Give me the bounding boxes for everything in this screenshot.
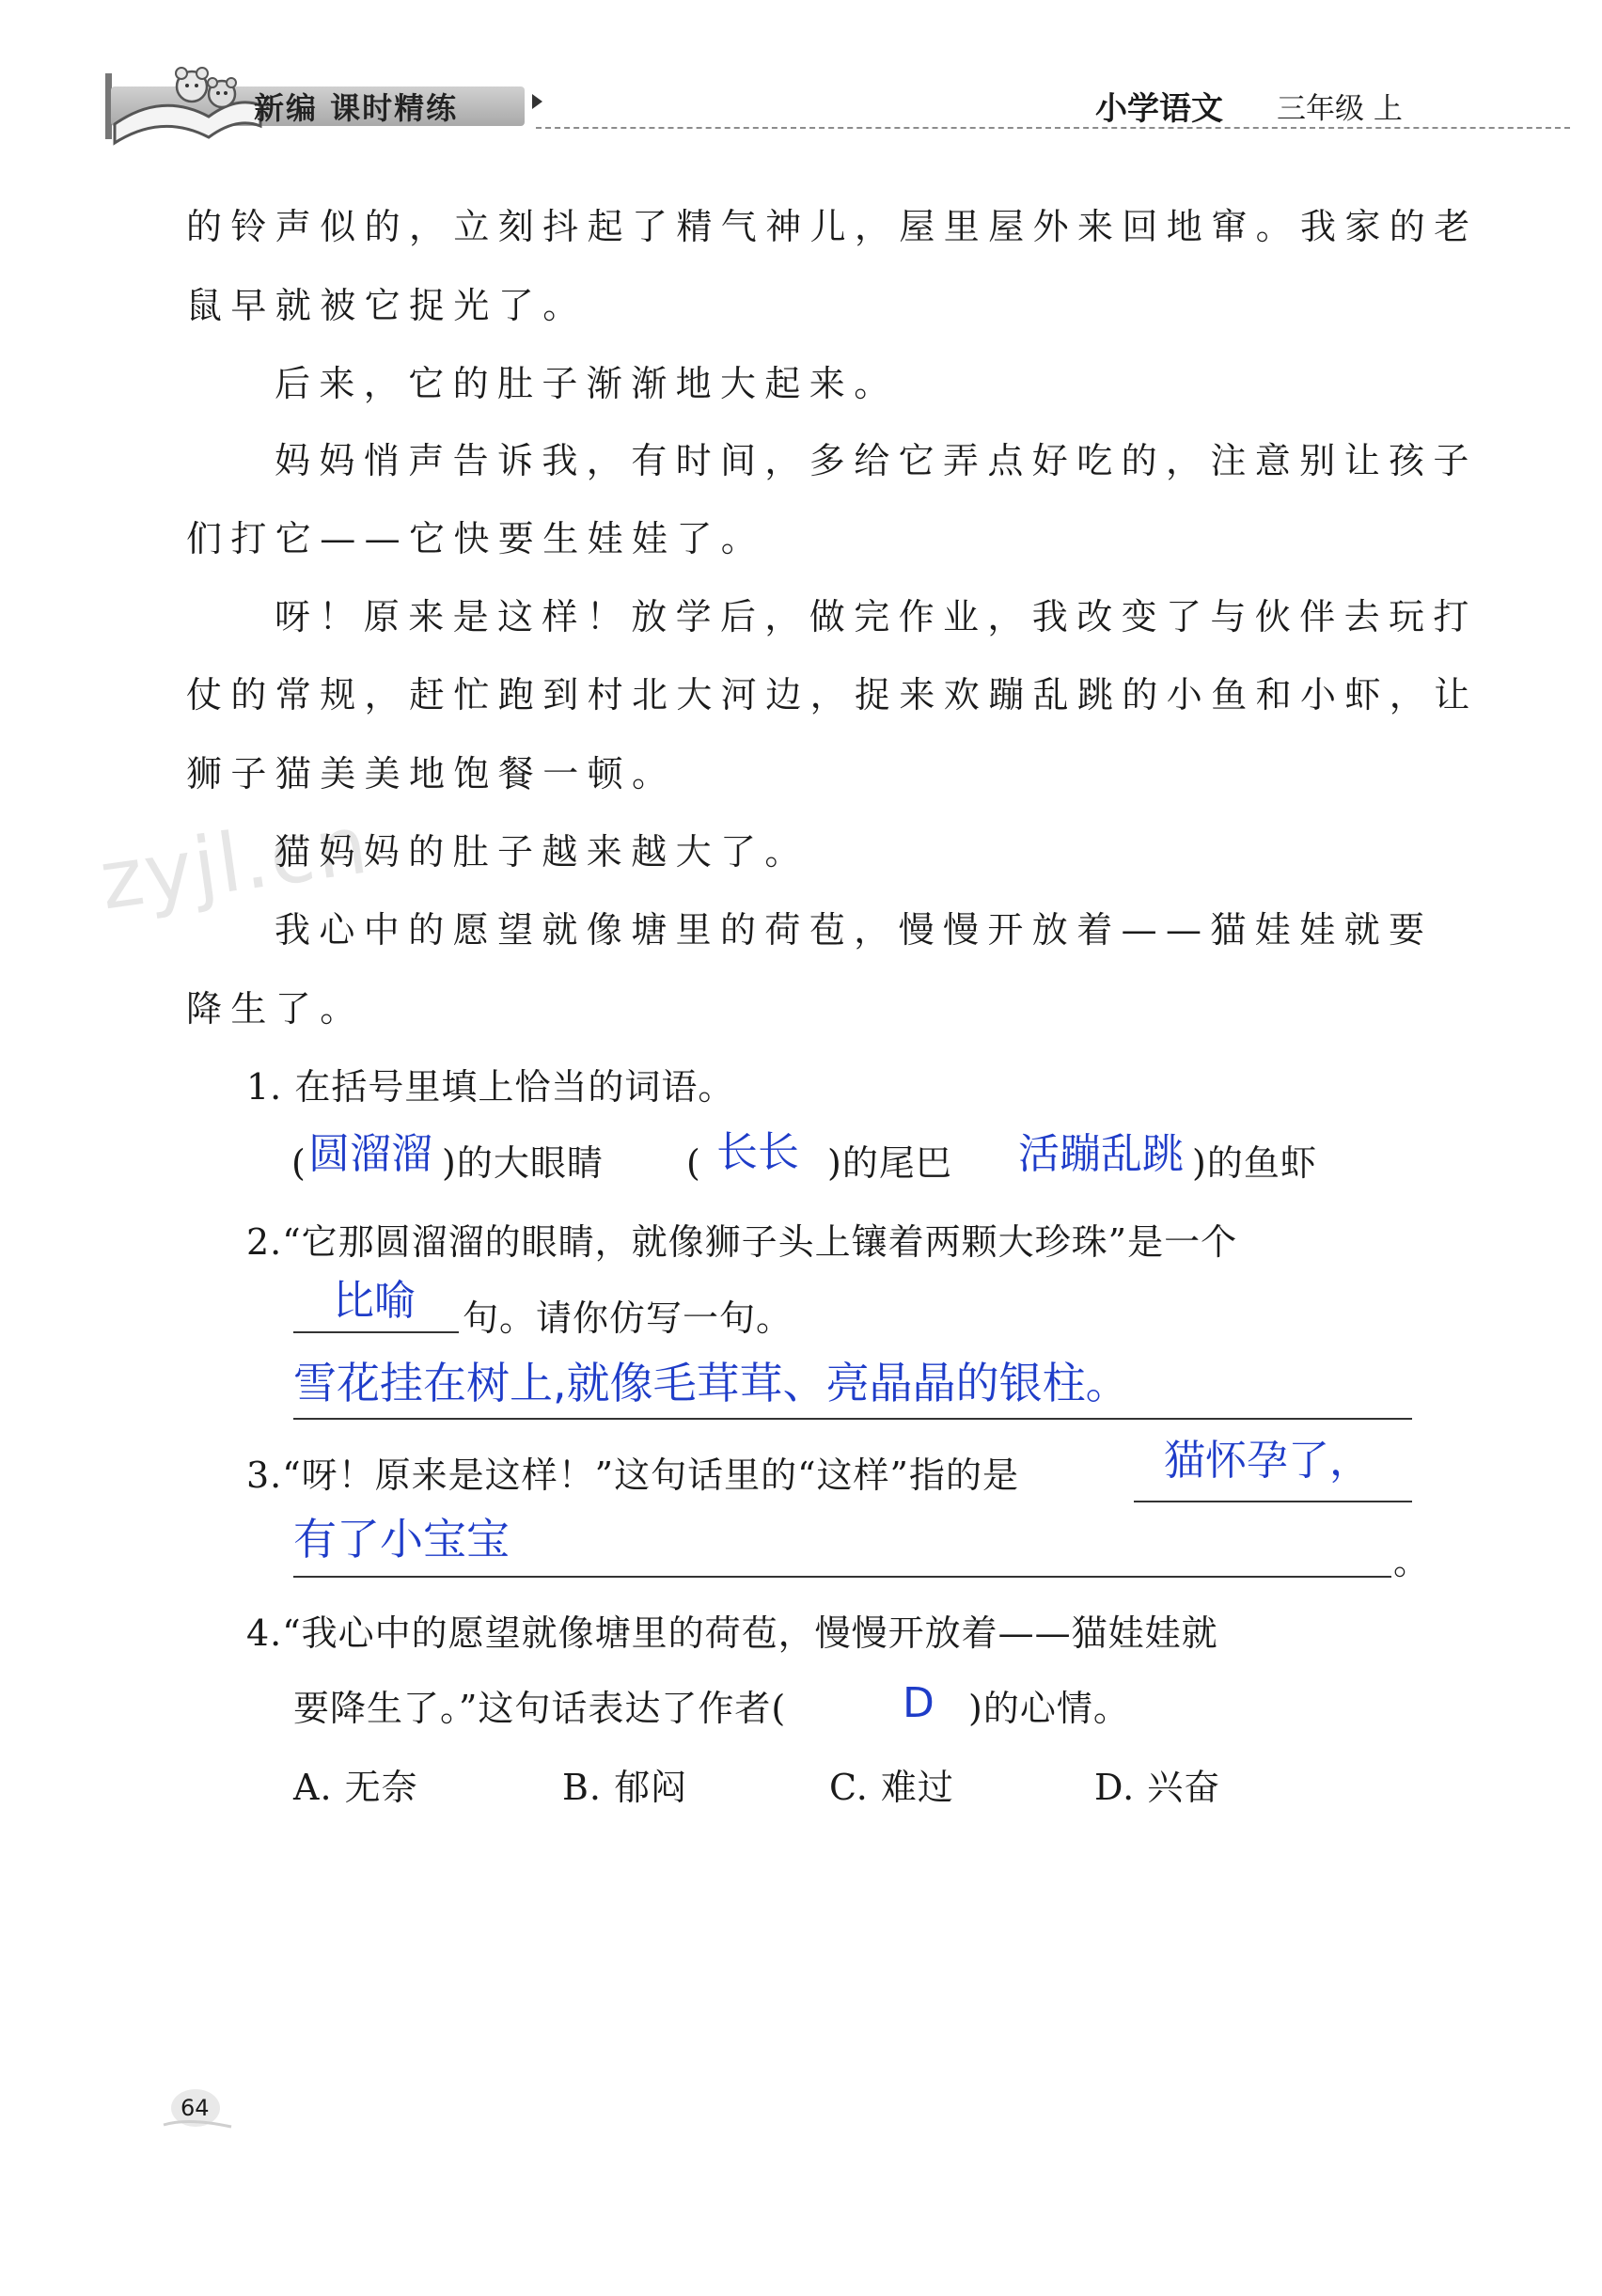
- q2-answer-2: 雪花挂在树上,就像毛茸茸、亮晶晶的银柱。: [293, 1358, 1129, 1408]
- question-1-prompt: 1. 在括号里填上恰当的词语。: [246, 1066, 735, 1108]
- q4-option-a: A. 无奈: [293, 1767, 418, 1808]
- watermark: zyjl.cn: [94, 797, 375, 929]
- q3-end-mark: 。: [1393, 1541, 1431, 1582]
- q4-option-d: D. 兴奋: [1094, 1767, 1221, 1808]
- passage-line: 狮子猫美美地饱餐一顿。: [186, 753, 677, 794]
- passage-line: 们打它——它快要生娃娃了。: [186, 518, 766, 559]
- page-number: 64: [181, 2095, 210, 2121]
- q4-line-2b: )的心情。: [968, 1688, 1130, 1729]
- question-4-prompt: 4.“我心中的愿望就像塘里的荷苞，慢慢开放着——猫娃娃就: [246, 1612, 1218, 1654]
- passage-line: 猫妈妈的肚子越来越大了。: [275, 831, 809, 873]
- passage-line: 仗的常规，赶忙跑到村北大河边，捉来欢蹦乱跳的小鱼和小虾，让: [186, 674, 1479, 716]
- passage-line: 后来，它的肚子渐渐地大起来。: [275, 363, 899, 404]
- play-arrow-icon: [532, 94, 542, 109]
- bear-book-logo-icon: [105, 58, 265, 148]
- q1-text-1: )的大眼睛: [442, 1142, 604, 1184]
- q1-paren-open: (: [291, 1142, 306, 1184]
- q4-option-b: B. 郁闷: [562, 1767, 688, 1808]
- q3-answer-2: 有了小宝宝: [293, 1514, 510, 1565]
- q3-answer-line: [293, 1576, 1391, 1578]
- q4-line-2a: 要降生了。”这句话表达了作者(: [293, 1688, 787, 1729]
- q1-answer-2: 长长: [716, 1128, 799, 1176]
- book-title: 新编 课时精练: [254, 90, 459, 126]
- q1-answer-1: 圆溜溜: [308, 1130, 432, 1178]
- q2-answer-1: 比喻: [333, 1277, 416, 1325]
- q1-paren-open: (: [686, 1142, 701, 1184]
- passage-line: 鼠早就被它捉光了。: [186, 285, 588, 326]
- q4-answer: D: [903, 1679, 934, 1727]
- q4-option-c: C. 难过: [829, 1767, 954, 1808]
- subject-label: 小学语文: [1095, 90, 1223, 128]
- q3-answer-1: 猫怀孕了，: [1164, 1437, 1371, 1485]
- header-dashed-rule: [536, 127, 1570, 129]
- q1-answer-3: 活蹦乱跳: [1018, 1130, 1184, 1178]
- question-2-prompt: 2.“它那圆溜溜的眼睛，就像狮子头上镶着两颗大珍珠”是一个: [246, 1221, 1238, 1263]
- passage-line: 降生了。: [186, 988, 365, 1030]
- question-3-prompt: 3.“呀！原来是这样！”这句话里的“这样”指的是: [246, 1455, 1019, 1496]
- q2-text: 句。请你仿写一句。: [463, 1297, 793, 1339]
- passage-line: 呀！原来是这样！放学后，做完作业，我改变了与伙伴去玩打: [275, 596, 1478, 637]
- passage-line: 我心中的愿望就像塘里的荷苞，慢慢开放着——猫娃娃就要: [275, 909, 1434, 951]
- passage-line: 的铃声似的，立刻抖起了精气神儿，屋里屋外来回地窜。我家的老: [186, 206, 1479, 247]
- q2-answer-line: [293, 1418, 1412, 1420]
- passage-line: 妈妈悄声告诉我，有时间，多给它弄点好吃的，注意别让孩子: [275, 440, 1478, 481]
- q2-blank-line: [293, 1331, 459, 1333]
- q3-blank-line: [1134, 1501, 1412, 1502]
- q1-text-2: )的尾巴: [827, 1142, 952, 1184]
- grade-label: 三年级 上: [1277, 92, 1403, 126]
- q1-text-3: )的鱼虾: [1192, 1142, 1317, 1184]
